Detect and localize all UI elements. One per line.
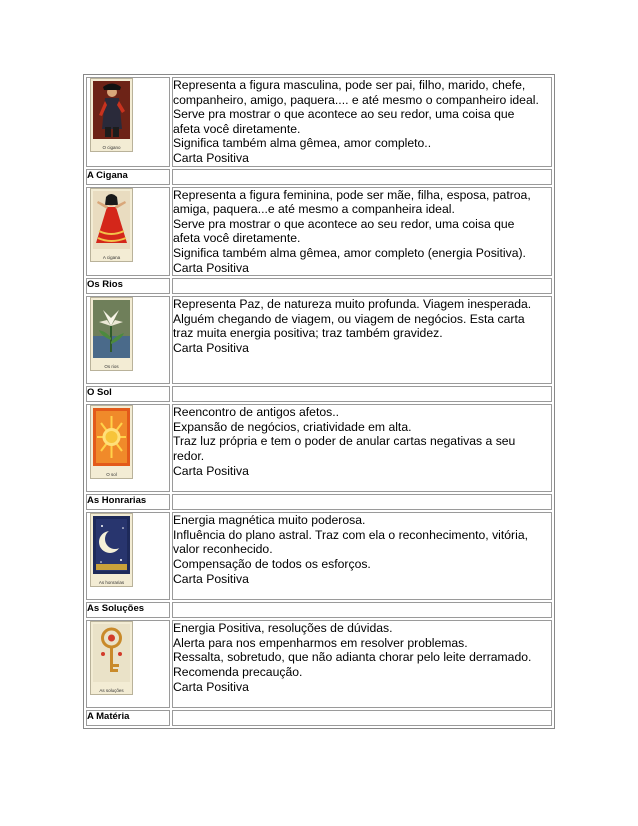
description-line: Energia magnética muito poderosa. (173, 513, 366, 528)
card-row (86, 620, 552, 708)
description-line: Influência do plano astral. Traz com ela o reconhecimento, vitória, (173, 527, 528, 542)
description-line: Expansão de negócios, criatividade em alta. (173, 419, 412, 434)
card-caption: Os rios (104, 364, 119, 370)
description-line: Ressalta, sobretudo, que não adianta chorar pelo leite derramado. (173, 650, 532, 665)
card-caption: As soluções (99, 688, 124, 694)
card-name: O Sol (86, 386, 170, 402)
empty-cell (172, 169, 552, 185)
lily-flower-icon (90, 297, 133, 371)
description-line: afeta você diretamente. (173, 121, 301, 136)
empty-cell (172, 710, 552, 726)
description-line: Carta Positiva (173, 679, 249, 694)
card-caption: A cigana (102, 254, 121, 260)
empty-cell (172, 494, 552, 510)
description-line: Representa a figura masculina, pode ser pai, filho, marido, chefe, (173, 78, 526, 92)
description-line: Representa Paz, de natureza muito profunda. Viagem inesperada. (173, 297, 532, 312)
description-line: amiga, paquera...e até mesmo a companheira ideal. (173, 202, 455, 217)
card-name: As Honrarias (86, 494, 170, 510)
card-description (172, 404, 552, 492)
card-name-row (86, 710, 552, 726)
card-row (86, 404, 552, 492)
card-description (172, 187, 552, 277)
description-line: Traz luz própria e tem o poder de anular cartas negativas a seu (173, 434, 516, 449)
card-name: A Cigana (86, 169, 170, 185)
card-image-cell (86, 404, 170, 492)
card-name: Os Rios (86, 278, 170, 294)
description-line: Alguém chegando de viagem, ou viagem de negócios. Esta carta (173, 311, 525, 326)
card-description (172, 620, 552, 708)
description-line: Serve pra mostrar o que acontece ao seu redor, uma coisa que (173, 216, 515, 231)
card-description (172, 296, 552, 384)
description-line: Carta Positiva (173, 150, 249, 165)
card-name: As Soluções (86, 602, 170, 618)
card-row (86, 187, 552, 277)
empty-cell (172, 386, 552, 402)
description-line: companheiro, amigo, paquera.... e até mesmo o companheiro ideal. (173, 92, 539, 107)
man-figure-icon (90, 78, 133, 152)
description-line: Reencontro de antigos afetos.. (173, 405, 339, 420)
description-line: afeta você diretamente. (173, 231, 301, 246)
woman-figure-icon (90, 188, 133, 262)
empty-cell (172, 602, 552, 618)
description-line: Compensação de todos os esforços. (173, 556, 371, 571)
card-image-cell (86, 187, 170, 277)
card-row (86, 512, 552, 600)
description-line: Carta Positiva (173, 571, 249, 586)
description-line: Energia Positiva, resoluções de dúvidas. (173, 621, 393, 636)
description-line: Carta Positiva (173, 260, 249, 275)
card-image-cell (86, 620, 170, 708)
crescent-moon-icon (90, 513, 133, 587)
description-line: Significa também alma gêmea, amor completo.. (173, 136, 432, 151)
tarot-cards-table (83, 74, 555, 729)
description-line: redor. (173, 448, 205, 463)
card-name-row (86, 169, 552, 185)
card-row (86, 296, 552, 384)
card-row (86, 77, 552, 167)
card-name-row (86, 386, 552, 402)
card-name-row (86, 494, 552, 510)
card-image-cell (86, 77, 170, 167)
description-line: Significa também alma gêmea, amor completo (energia Positiva). (173, 245, 526, 260)
description-line: valor reconhecido. (173, 542, 273, 557)
card-description (172, 77, 552, 167)
card-caption: O sol (106, 472, 117, 478)
description-line: traz muita energia positiva; traz também gravidez. (173, 326, 443, 341)
card-name-row (86, 278, 552, 294)
card-image-cell (86, 512, 170, 600)
sun-icon (90, 405, 133, 479)
card-name-row (86, 602, 552, 618)
card-name: A Matéria (86, 710, 170, 726)
table-body (86, 77, 552, 726)
empty-cell (172, 278, 552, 294)
card-caption: O cigano (102, 145, 121, 150)
description-line: Carta Positiva (173, 340, 249, 355)
key-icon (90, 621, 133, 695)
description-line: Carta Positiva (173, 463, 249, 478)
card-image-cell (86, 296, 170, 384)
card-description (172, 512, 552, 600)
card-caption: As honrarias (98, 580, 125, 586)
description-line: Representa a figura feminina, pode ser mãe, filha, esposa, patroa, (173, 187, 531, 202)
description-line: Serve pra mostrar o que acontece ao seu redor, uma coisa que (173, 107, 515, 122)
description-line: Alerta para nos empenharmos em resolver problemas. (173, 635, 468, 650)
description-line: Recomenda precaução. (173, 664, 303, 679)
